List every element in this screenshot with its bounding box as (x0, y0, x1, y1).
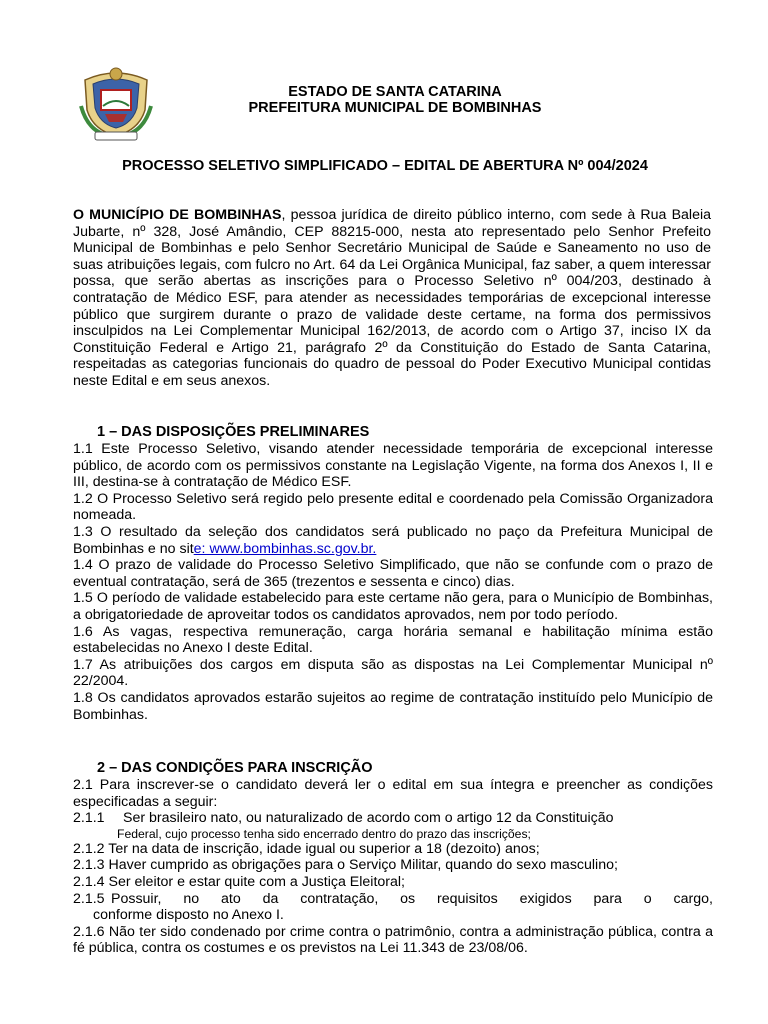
item-1-3-text: 1.3 O resultado da seleção dos candidatos será publicado no paço da Prefeitura Municipal de Bombinhas e no sit (73, 523, 713, 557)
municipal-coat-of-arms-icon (79, 66, 153, 142)
list-item: 1.8 Os candidatos aprovados estarão sujeitos ao regime de contratação instituído pelo Município de Bombinhas. (73, 689, 713, 723)
item-text: Ser brasileiro nato, ou naturalizado de acordo com o artigo 12 da Constituição (123, 810, 614, 827)
website-link[interactable]: e: www.bombinhas.sc.gov.br. (193, 540, 377, 557)
item-continuation: Federal, cujo processo tenha sido encerrado dentro do prazo das inscrições; (117, 826, 531, 841)
edital-title: PROCESSO SELETIVO SIMPLIFICADO – EDITAL DE ABERTURA Nº 004/2024 (122, 158, 648, 174)
section1-list (73, 441, 713, 723)
section1-heading: 1 – DAS DISPOSIÇÕES PRELIMINARES (97, 424, 370, 440)
list-item: 1.7 As atribuições dos cargos em disputa são as dispostas na Lei Complementar Municipal nº 22/2004. (73, 656, 713, 690)
item-text: Possuir, no ato da contratação, os requisitos exigidos para o cargo, (111, 890, 713, 907)
list-item: 2.1.3 Haver cumprido as obrigações para o Serviço Militar, quando do sexo masculino; (73, 857, 618, 874)
list-item: 1.5 O período de validade estabelecido para este certame não gera, para o Município de Bombinhas, a obrigatoriedade de aproveitar todos os candidatos aprovados, nem por todo período. (73, 590, 713, 623)
list-item (73, 810, 713, 827)
header-state: ESTADO DE SANTA CATARINA (288, 84, 502, 100)
list-item: 1.4 O prazo de validade do Processo Seletivo Simplificado, que não se confunde com o prazo de eventual contratação, será de 365 (trezentos e sessenta e cinco) dias. (73, 557, 713, 590)
intro-lead: O MUNICÍPIO DE BOMBINHAS (73, 207, 282, 223)
list-item: 2.1 Para inscrever-se o candidato deverá ler o edital em sua íntegra e preencher as condições especificadas a seguir: (73, 777, 713, 810)
item-number: 2.1.5 (73, 890, 105, 907)
document-header (160, 84, 630, 116)
list-item: 2.1.6 Não ter sido condenado por crime contra o patrimônio, contra a administração pública, contra a fé pública, contra os costumes e os previstos na Lei 11.343 de 23/08/06. (73, 923, 713, 957)
list-item (73, 891, 713, 908)
item-number: 2.1.1 (73, 810, 105, 827)
list-item: 2.1.2 Ter na data de inscrição, idade igual ou superior a 18 (dezoito) anos; (73, 840, 540, 857)
list-item: 1.2 O Processo Seletivo será regido pelo presente edital e coordenado pela Comissão Organizadora nomeada. (73, 490, 713, 524)
header-prefeitura: PREFEITURA MUNICIPAL DE BOMBINHAS (248, 100, 542, 116)
list-item (73, 524, 713, 557)
section2-list (73, 777, 713, 957)
intro-paragraph (73, 207, 711, 390)
item-continuation: conforme disposto no Anexo I. (93, 907, 284, 924)
list-item: 1.6 As vagas, respectiva remuneração, carga horária semanal e habilitação mínima estão estabelecidas no Anexo I deste Edital. (73, 623, 713, 657)
section2-heading: 2 – DAS CONDIÇÕES PARA INSCRIÇÃO (97, 760, 373, 776)
intro-body: , pessoa jurídica de direito público interno, com sede à Rua Baleia Jubarte, nº 328, José Amândio, CEP 88215-000, nesta ato representado pelo Senhor Prefeito Municipal de Bombinhas e pelo Senhor Secretário Municipal de Saúde e Saneamento no uso de suas atribuições legais, com fulcro no Art. 64 da Lei Orgânica Municipal, faz saber, a quem interessar possa, que serão abertas as inscrições para o Processo Seletivo nº 004/203, destinado à contratação de Médico ESF, para atender as necessidades temporárias de excepcional interesse público que surgirem durante o prazo de validade deste certame, na forma dos permissivos insculpidos na Lei Complementar Municipal 162/2013, de acordo com o Artigo 37, inciso IX da Constituição Federal e Artigo 21, parágrafo 2º da Constituição do Estado de Santa Catarina, respeitadas as categorias funcionais do quadro de pessoal do Poder Executivo Municipal contidas neste Edital e em seus anexos. (73, 207, 712, 389)
list-item: 1.1 Este Processo Seletivo, visando atender necessidade temporária de excepcional interesse público, de acordo com os permissivos constante na Legislação Vigente, na forma dos Anexos I, II e III, destina-se à contratação de Médico ESF. (73, 441, 713, 491)
list-item: 2.1.4 Ser eleitor e estar quite com a Justiça Eleitoral; (73, 873, 405, 890)
